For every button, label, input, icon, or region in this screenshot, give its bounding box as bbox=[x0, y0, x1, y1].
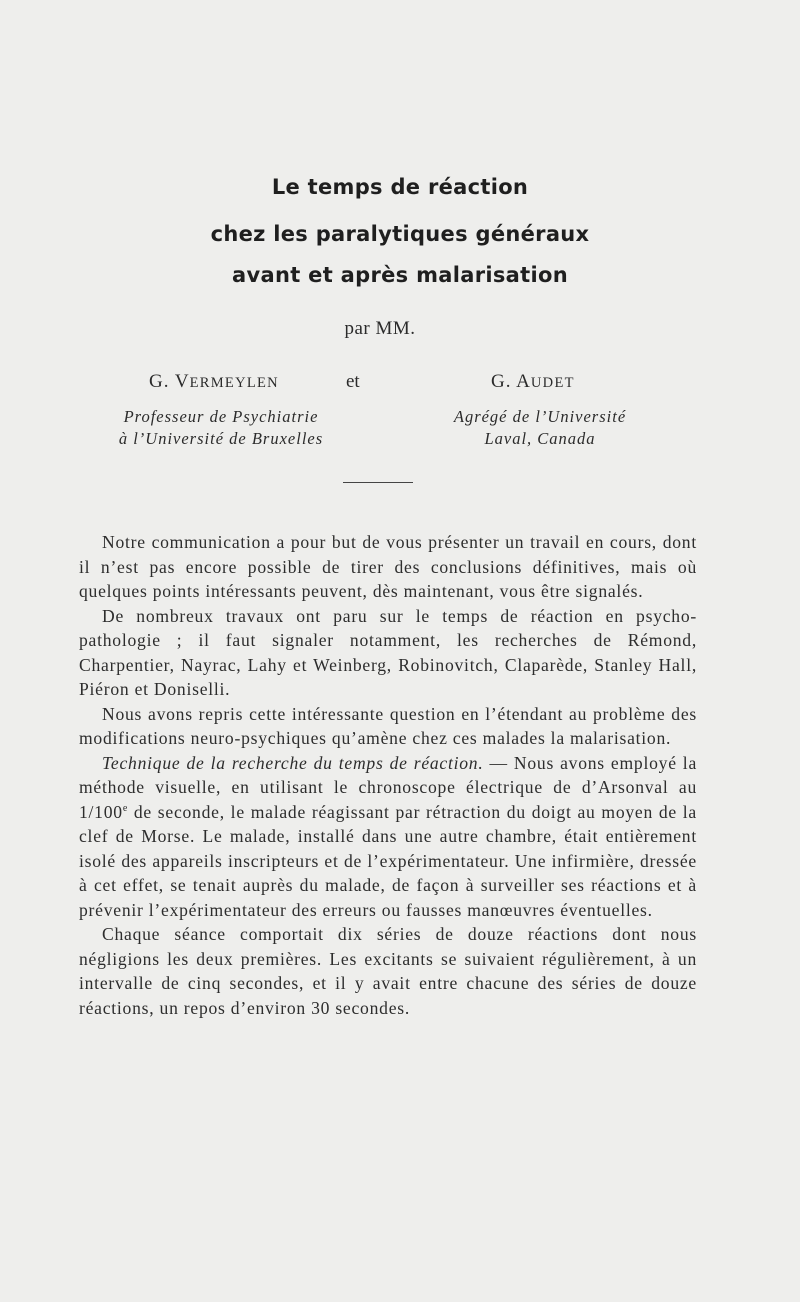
author-right-surname: UDET bbox=[530, 375, 575, 391]
author-left-affiliation-line-1: Professeur de Psychiatrie bbox=[123, 407, 319, 426]
author-right-affiliation-line-1: Agrégé de l’Université bbox=[453, 407, 627, 426]
ordinal-superscript: e bbox=[122, 802, 129, 814]
paragraph-3: Nous avons repris cette intéressante question en l’étendant au problème des modifications neuro-psychiques qu’amène chez ces malades la malarisation. bbox=[79, 703, 697, 748]
paragraph-5: Chaque séance comportait dix séries de douze réactions dont nous négligions les deux premières. Les excitants se suivaient régulièrement, à un intervalle de cinq secondes, et il y avait entre chacune des séries de douze réactions, un repos d’environ 30 secondes. bbox=[79, 924, 697, 1018]
title-line-1: Le temps de réaction bbox=[271, 175, 529, 199]
paragraph-4 bbox=[79, 751, 697, 923]
byline: par MM. bbox=[344, 318, 416, 339]
section-heading-technique: Technique de la recherche du temps de réaction. bbox=[102, 752, 484, 773]
paragraph-4-part-a: — Nous avons employé la méthode visuelle, en utilisant le chronoscope électrique de d’Arsonval au 1/100 bbox=[79, 752, 697, 822]
article-body bbox=[79, 530, 697, 1020]
author-right bbox=[491, 371, 575, 393]
author-left bbox=[149, 371, 279, 393]
author-right-affiliation-line-2: Laval, Canada bbox=[484, 429, 596, 448]
author-conjunction: et bbox=[346, 371, 360, 392]
author-left-surname: ERMEYLEN bbox=[189, 375, 279, 391]
author-right-affiliation bbox=[435, 406, 645, 450]
separator-rule bbox=[343, 482, 413, 483]
paragraph-2: De nombreux travaux ont paru sur le temps de réaction en psycho-pathologie ; il faut signaler notamment, les recherches de Rémond, Charpentier, Nayrac, Lahy et Weinberg, Robinovitch, Claparède, Stanley Hall, Piéron et Doniselli. bbox=[79, 605, 697, 699]
paragraph-4-part-b: de seconde, le malade réagissant par rétraction du doigt au moyen de la clef de Morse. Le malade, installé dans une autre chambre, était entièrement isolé des appareils inscripteurs et de l’expérimentateur. Une infirmière, dressée à cet effet, se tenait auprès du malade, de façon à surveiller ses réactions et à prévenir l’expérimentateur des erreurs ou fausses manœuvres éventuelles. bbox=[79, 801, 697, 920]
title-line-3: avant et après malarisation bbox=[232, 263, 568, 287]
author-right-initial: G. A bbox=[491, 371, 531, 392]
title-line-2: chez les paralytiques généraux bbox=[210, 222, 590, 246]
author-left-initial: G. V bbox=[149, 371, 190, 392]
paragraph-1: Notre communication a pour but de vous présenter un travail en cours, dont il n’est pas encore possible de tirer des conclusions définitives, mais où quelques points intéressants peuvent, dès maintenant, vous être signalés. bbox=[79, 532, 697, 601]
author-left-affiliation-line-2: à l’Université de Bruxelles bbox=[118, 429, 324, 448]
author-left-affiliation bbox=[106, 406, 336, 450]
